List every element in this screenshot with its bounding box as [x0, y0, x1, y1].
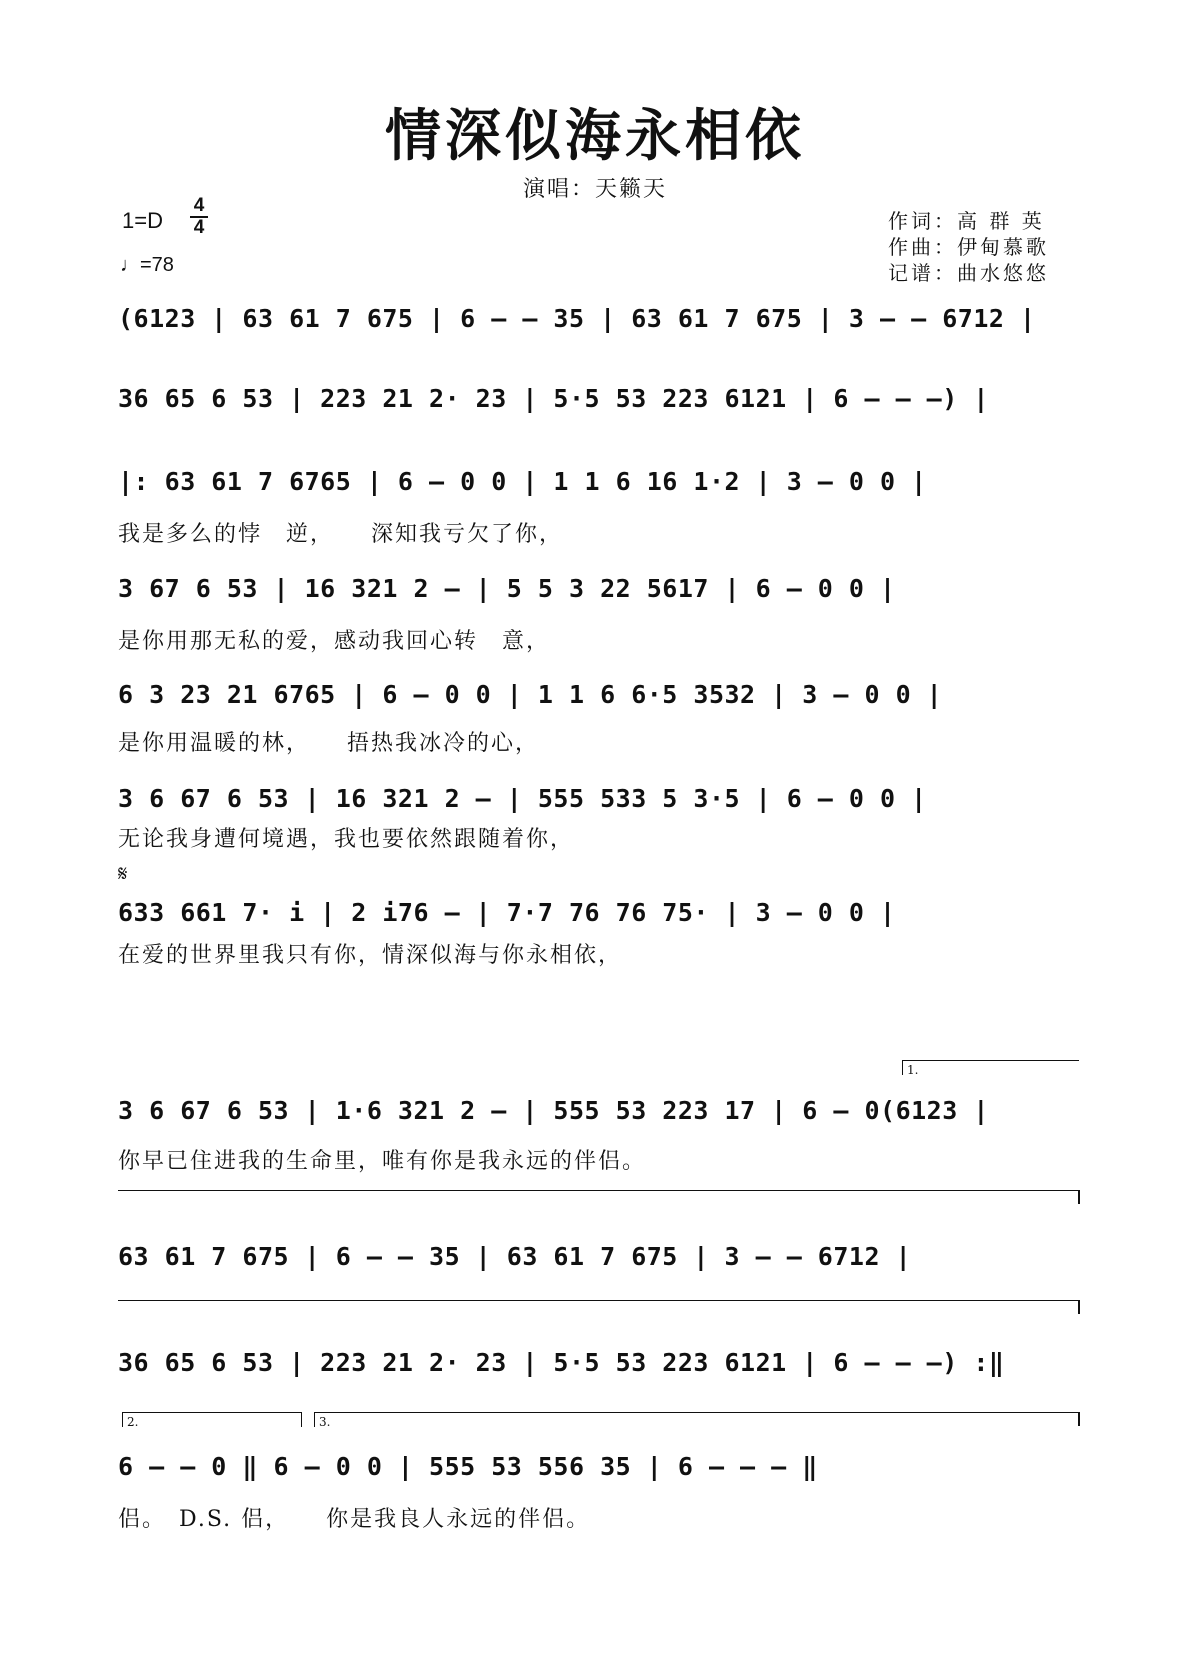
notes-line: [118, 1084, 1078, 1144]
volta-bracket-1: [902, 1060, 1079, 1075]
lyrics-line: 在爱的世界里我只有你，情深似海与你永相依，: [118, 943, 623, 968]
lyrics-line: 侣。 D.S. 侣， 你是我良人永远的伴侣。: [118, 1507, 591, 1532]
volta-extension-end: [1078, 1300, 1080, 1314]
notes-text: 36 65 6 53 | 223 21 2· 23 | 5·5 53 223 6121 | 6 – – –) :‖: [118, 1348, 1005, 1377]
volta-extension-line: [118, 1190, 1080, 1191]
time-signature-bottom: 4: [193, 217, 205, 238]
volta-extension-line: [118, 1300, 1080, 1301]
volta-label: 2.: [127, 1415, 139, 1429]
notes-text: 633 661 7· i | 2 i76 – | 7·7 76 76 75· | 3 – 0 0 |: [118, 898, 896, 927]
notes-text: 3 67 6 53 | 16 321 2 – | 5 5 3 22 5617 | 6 – 0 0 |: [118, 574, 896, 603]
singer-credit: 演唱：天籁天: [522, 177, 667, 202]
lyrics-line: 你早已住进我的生命里，唯有你是我永远的伴侣。: [118, 1149, 647, 1174]
transcriber-credit: 记谱：曲水悠悠: [888, 261, 1049, 285]
credits: [888, 208, 1049, 286]
time-signature-top: 4: [193, 195, 205, 216]
lyrics-line: 我是多么的悖 逆， 深知我亏欠了你，: [118, 522, 564, 547]
lyrics-line: 是你用那无私的爱，感动我回心转 意，: [118, 629, 551, 654]
notes-line: [118, 1336, 1078, 1396]
notes-text: 6 3 23 21 6765 | 6 – 0 0 | 1 1 6 6·5 3532 | 3 – 0 0 |: [118, 680, 943, 709]
notes-line: [118, 372, 1078, 432]
notes-text: 3 6 67 6 53 | 1·6 321 2 – | 555 53 223 17 | 6 – 0(6123 |: [118, 1096, 989, 1125]
notes-text: 36 65 6 53 | 223 21 2· 23 | 5·5 53 223 6121 | 6 – – –) |: [118, 384, 989, 413]
time-signature: [188, 196, 210, 238]
notes-text: (6123 | 63 61 7 675 | 6 – – 35 | 63 61 7 675 | 3 – – 6712 |: [118, 304, 1036, 333]
volta-bracket-3: [314, 1412, 1079, 1427]
volta-label: 1.: [907, 1063, 919, 1077]
volta-bracket-2: [122, 1412, 302, 1427]
lyrics-line: 无论我身遭何境遇，我也要依然跟随着你，: [118, 827, 575, 852]
segno-sign: 𝄋: [118, 862, 128, 887]
notes-line: [118, 886, 1078, 946]
notes-text: 63 61 7 675 | 6 – – 35 | 63 61 7 675 | 3 – – 6712 |: [118, 1242, 912, 1271]
notes-line: [118, 1230, 1078, 1290]
notes-line: [118, 1440, 1078, 1500]
key-signature: 1=D: [122, 208, 163, 233]
song-title: 情深似海永相依: [385, 103, 805, 169]
notes-text: 3 6 67 6 53 | 16 321 2 – | 555 533 5 3·5 | 6 – 0 0 |: [118, 784, 927, 813]
notes-text: 6 – – 0 ‖ 6 – 0 0 | 555 53 556 35 | 6 – – – ‖: [118, 1452, 818, 1481]
volta-extension-end: [1078, 1190, 1080, 1204]
notes-line: [118, 455, 1078, 515]
notes-text: |: 63 61 7 6765 | 6 – 0 0 | 1 1 6 16 1·2 | 3 – 0 0 |: [118, 467, 927, 496]
notes-line: [118, 562, 1078, 622]
notes-line: [118, 292, 1078, 352]
volta-label: 3.: [319, 1415, 331, 1429]
tempo-marking: ♩=78: [120, 254, 174, 276]
lyricist-credit: 作词：高 群 英: [888, 209, 1045, 233]
notes-line: [118, 668, 1078, 728]
lyrics-line: 是你用温暖的林， 捂热我冰冷的心，: [118, 731, 540, 756]
composer-credit: 作曲：伊甸慕歌: [888, 235, 1049, 259]
volta-bracket-3-end: [1078, 1412, 1080, 1426]
